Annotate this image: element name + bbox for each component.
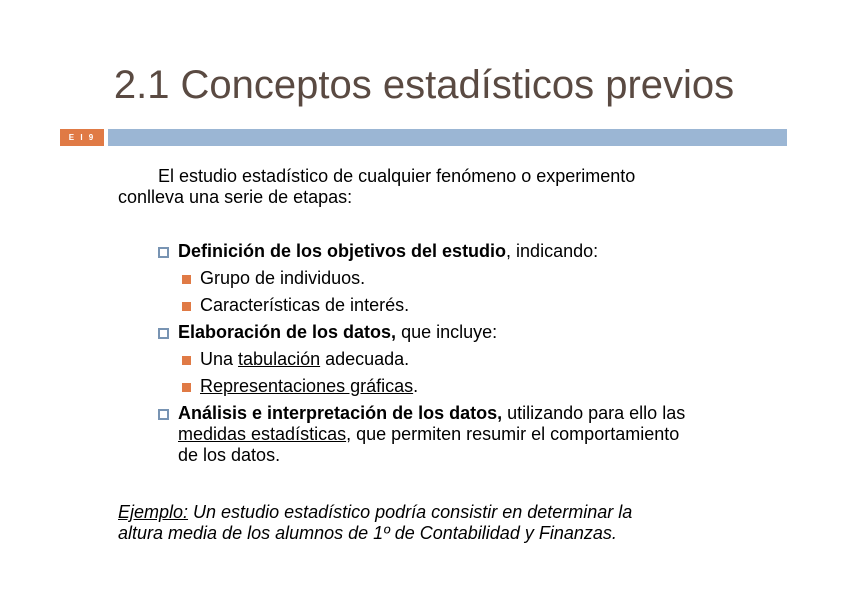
spacer [118,208,768,241]
sub-item-text: Grupo de individuos. [200,268,366,288]
item-text: que incluye: [396,322,498,342]
sub-item-post: adecuada. [320,349,410,369]
sub-bullet-item [118,268,768,289]
bullet-item-elaboracion [118,322,768,343]
bullet-item-objetivos [118,241,768,262]
sub-item-post: . [413,376,419,396]
intro-line-2: conlleva una serie de etapas: [118,187,353,207]
section-tag: E I 9 [60,129,104,146]
square-bullet-icon [158,328,169,339]
example-line-2: altura media de los alumnos de 1º de Contabilidad y Finanzas. [118,523,617,543]
underlined-term-representaciones: Representaciones gráficas [200,376,414,396]
item-text: , indicando: [506,241,599,261]
underlined-term-tabulacion: tabulación [238,349,321,369]
example-text: Un estudio estadístico podría consistir en determinar la [188,502,633,522]
sub-item-pre: Una [200,349,239,369]
spacer [118,466,768,502]
item-bold-text: Elaboración de los datos, [178,322,397,342]
square-bullet-icon [158,409,169,420]
title-divider-bar [108,129,787,146]
item-text: utilizando para ello las [502,403,686,423]
bullet-item-analisis [118,403,768,466]
filled-square-bullet-icon [182,383,191,392]
filled-square-bullet-icon [182,302,191,311]
square-bullet-icon [158,247,169,258]
item-bold-text: Definición de los objetivos del estudio [178,241,507,261]
item-bold-text: Análisis e interpretación de los datos, [178,403,503,423]
slide-body [118,166,768,544]
underlined-term-medidas: medidas estadísticas [178,424,347,444]
intro-line-1: El estudio estadístico de cualquier fenómeno o experimento [158,166,636,186]
item-text-line3: de los datos. [178,445,281,465]
sub-bullet-item [118,376,768,397]
sub-bullet-item [118,295,768,316]
item-text-line2: , que permiten resumir el comportamiento [346,424,680,444]
sub-bullet-item [118,349,768,370]
example-label: Ejemplo: [118,502,189,522]
filled-square-bullet-icon [182,356,191,365]
example-line-1 [118,502,768,523]
filled-square-bullet-icon [182,275,191,284]
sub-item-text: Características de interés. [200,295,410,315]
slide-title: 2.1 Conceptos estadísticos previos [113,63,735,107]
